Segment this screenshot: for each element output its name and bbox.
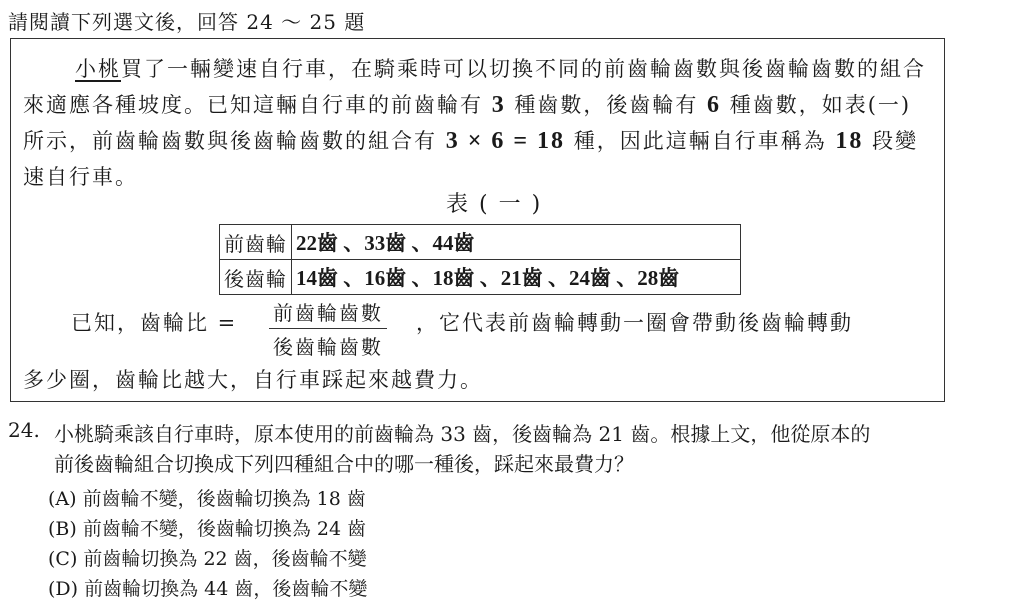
rear-gear-label: 後齒輪 <box>220 260 292 295</box>
question-stem-line2: 前後齒輪組合切換成下列四種組合中的哪一種後，踩起來最費力？ <box>54 452 634 476</box>
speed-count: 18 <box>835 128 864 154</box>
ratio-fraction <box>269 297 387 360</box>
name-underlined: 小桃 <box>75 57 121 81</box>
rear-gear-values: 14齒 、16齒 、18齒 、21齒 、24齒 、28齒 <box>292 260 741 295</box>
combination-formula: 3 × 6 = 18 <box>445 128 566 154</box>
table-row <box>220 260 741 295</box>
gear-table <box>219 224 741 295</box>
fraction-denominator: 後齒輪齒數 <box>273 335 383 359</box>
instruction-header: 請閱讀下列選文後，回答 24 ～ 25 題 <box>8 10 366 34</box>
table-row <box>220 225 741 260</box>
option-d[interactable]: (D) 前齒輪切換為 44 齒，後齒輪不變 <box>48 578 368 600</box>
passage-paragraph-1 <box>23 51 932 195</box>
text-segment: 種齒數，後齒輪有 <box>505 93 708 117</box>
front-gear-values: 22齒 、33齒 、44齒 <box>292 225 741 260</box>
passage-paragraph-3: 多少圈，齒輪比越大，自行車踩起來越費力。 <box>23 368 483 392</box>
text-segment: 種齒數，如表(一)所示，前齒輪齒數與後齒輪齒數的組合有 <box>23 93 912 153</box>
text-segment: 段變速自行車。 <box>23 129 919 189</box>
table-caption: 表 ( 一 ) <box>446 192 543 217</box>
option-b[interactable]: (B) 前齒輪不變，後齒輪切換為 24 齒 <box>48 518 367 540</box>
passage-box <box>10 38 945 402</box>
front-gear-label: 前齒輪 <box>220 225 292 260</box>
option-a[interactable]: (A) 前齒輪不變，後齒輪切換為 18 齒 <box>48 488 366 510</box>
question-number: 24. <box>8 418 40 442</box>
option-c[interactable]: (C) 前齒輪切換為 22 齒，後齒輪不變 <box>48 548 367 570</box>
ratio-tail: ，它代表前齒輪轉動一圈會帶動後齒輪轉動 <box>416 311 853 335</box>
fraction-numerator: 前齒輪齒數 <box>269 297 387 329</box>
text-segment: 買了一輛變速自行車，在騎乘時可以切換不同的前齒輪齒數與後齒輪齒數的組合來適應各種坡度。已知這輛自行車的前齒輪有 <box>23 57 926 117</box>
text-segment: 種，因此這輛自行車稱為 <box>565 129 836 153</box>
rear-count: 6 <box>707 92 722 118</box>
question-stem-line1: 小桃騎乘該自行車時，原本使用的前齒輪為 33 齒，後齒輪為 21 齒。根據上文，他從原本的 <box>54 422 871 446</box>
ratio-lead: 已知，齒輪比 = <box>71 311 238 335</box>
front-count: 3 <box>491 92 506 118</box>
